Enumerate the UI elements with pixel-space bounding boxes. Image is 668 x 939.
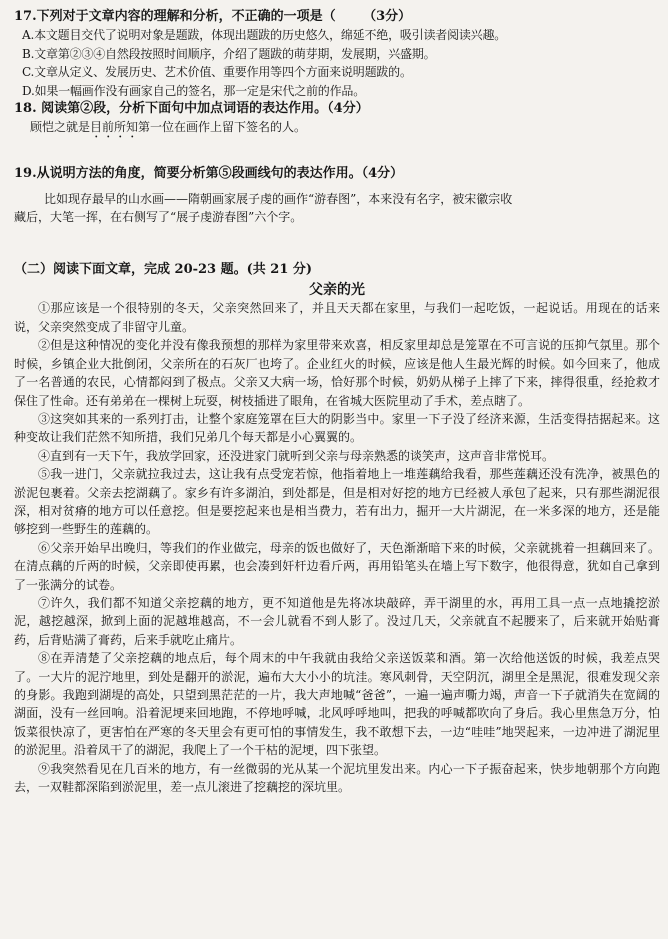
paragraph-9: ⑨我突然看见在几百米的地方，有一丝微弱的光从某一个泥坑里发出来。内心一下子振奋起来，快步地朝那个方向跑去，一双鞋都深陷到淤泥里，差一点儿滚进了挖藕挖的深坑里。 bbox=[14, 761, 660, 795]
question-17 bbox=[14, 8, 660, 100]
paragraph-8: ⑧在弄清楚了父亲挖藕的地点后，每个周末的中午我就由我给父亲送饭菜和酒。第一次给他送饭的时候，我差点哭了。一大片的泥泞地里，到处是翻开的淤泥，遍布大大小小的坑洼。寒风刺骨，天空阴沉，湖里全是黑泥，很难发现父亲的身影。我跑到湖堤的高处，只望到黑茫茫的一片，我大声地喊“爸爸”，一遍一遍声嘶力竭，声音一下子就消失在宽阔的湖面，没有一丝回响。沿着泥埂来回地跑，不停地呼喊，北风呼呼地叫，把我的呼喊都吹向了身后。我心里焦急万分，怕饭菜很快凉了，更害怕在严寒的冬天里会有更可怕的事情发生，我不敢想下去，一边“哇哇”地哭起来，一边冲进了湖泥里的淤泥里。沿着凤干了的湖泥，我爬上了一个干枯的泥埂，四下张望。 bbox=[14, 651, 660, 758]
q19-quote-line-1: 比如现存最早的山水画——隋朝画家展子虔的画作“游春图”，本来没有名字，被宋徽宗收 bbox=[44, 191, 513, 206]
paragraph-7: ⑦许久，我们都不知道父亲挖藕的地方，更不知道他是先将冰块敲碎，弄干湖里的水，再用工具一点一点地撬挖淤泥，越挖越深，掀到上面的泥越堆越高，不一会儿就看不到人影了。没过几天，父亲就直不起腰来了，后来就开始贴膏药，后背贴满了膏药，后来手就吃止痛片。 bbox=[14, 595, 660, 647]
q17-option-d: D.如果一幅画作没有画家自己的签名，那一定是宋代之前的作品。 bbox=[22, 83, 366, 98]
q17-stem: 17.下列对于文章内容的理解和分析，不正确的一项是（ （3分） bbox=[14, 9, 412, 24]
q17-option-a: A.本文题目交代了说明对象是题跋，体现出题跋的历史悠久，绵延不绝，吸引读者阅读兴趣。 bbox=[22, 28, 507, 43]
paragraph-2: ②但是这种情况的变化并没有像我预想的那样为家里带来欢喜，相反家里却总是笼罩在不可言说的压抑气氛里。那个时候，乡镇企业大批倒闭，父亲所在的石灰厂也垮了。企业红火的时候，应该是他人生最光辉的时候。如今回来了，他成了一名普通的农民，心情都闷到了极点。父亲又大病一场，恰好那个时候，奶奶从梯子上摔了下来，摔得很重，经抢救才保住了性命。还有弟弟在一棵树上玩耍，树枝插进了眼角，在省城大医院里动了手术，差点瞎了。 bbox=[14, 338, 660, 408]
question-18 bbox=[14, 100, 660, 141]
q19-quote-line-2: 藏后，大笔一挥，在右侧写了“展子虔游春图”六个字。 bbox=[14, 210, 303, 225]
section-2-heading: （二）阅读下面文章，完成 20-23 题。(共 21 分) bbox=[14, 261, 313, 277]
paragraph-4: ④直到有一天下午，我放学回家，还没进家门就听到父亲与母亲熟悉的谈笑声，这声音非常悦耳。 bbox=[38, 448, 555, 463]
paragraph-5: ⑤我一进门，父亲就拉我过去，这让我有点受宠若惊，他指着地上一堆莲藕给我看，那些莲藕还没有洗净，被黑色的淤泥包裹着。父亲去挖湖藕了。家乡有许多湖泊，到处都是，但是相对好挖的地方已经被人承包了起来，只有那些湖泥很深，相对贫瘠的地方可以任意挖。但是要挖起来也是相当费力，若有出力，掘开一大片湖泥，在一米多深的地方，还是能够挖到一些野生的莲藕的。 bbox=[14, 467, 660, 537]
question-19 bbox=[14, 165, 660, 226]
paragraph-3: ③这突如其来的一系列打击，让整个家庭笼罩在巨大的阴影当中。家里一下子没了经济来源，生活变得拮据起来。这种变故让我们茫然不知所措，我们兄弟几个每天都是小心翼翼的。 bbox=[14, 411, 660, 445]
paragraph-6: ⑥父亲开始早出晚归，等我们的作业做完，母亲的饭也做好了，天色渐渐暗下来的时候，父亲就挑着一担藕回来了。在清点藕的斤两的时候，父亲即使再累，也会凑到奸杆边看斤两，再用铅笔头在墙上写下数字，他很得意，犹如自己拿到了一张满分的试卷。 bbox=[14, 540, 660, 592]
passage-title: 父亲的光 bbox=[309, 282, 365, 299]
q18-dotted-word: 目前所知 bbox=[90, 120, 139, 135]
q17-option-c: C.文章从定义、发展历史、艺术价值、重要作用等四个方面来说明题跋的。 bbox=[22, 65, 412, 80]
q19-stem: 19.从说明方法的角度，简要分析第⑤段画线句的表达作用。（4分） bbox=[14, 166, 404, 182]
paragraph-1: ①那应该是一个很特别的冬天，父亲突然回来了，并且天天都在家里，与我们一起吃饭，一起说话。用现在的话来说，父亲突然变成了非留守儿童。 bbox=[14, 301, 660, 334]
q18-quote: 顾恺之就是目前所知第一位在画作上留下签名的人。 bbox=[30, 120, 307, 135]
q17-score: （3分） bbox=[369, 9, 412, 24]
passage-body bbox=[14, 299, 660, 796]
q18-stem: 18. 阅读第②段，分析下面句中加点词语的表达作用。（4分） bbox=[14, 101, 369, 117]
q17-option-b: B.文章第②③④自然段按照时间顺序，介绍了题跋的萌芽期，发展期，兴盛期。 bbox=[22, 46, 436, 61]
